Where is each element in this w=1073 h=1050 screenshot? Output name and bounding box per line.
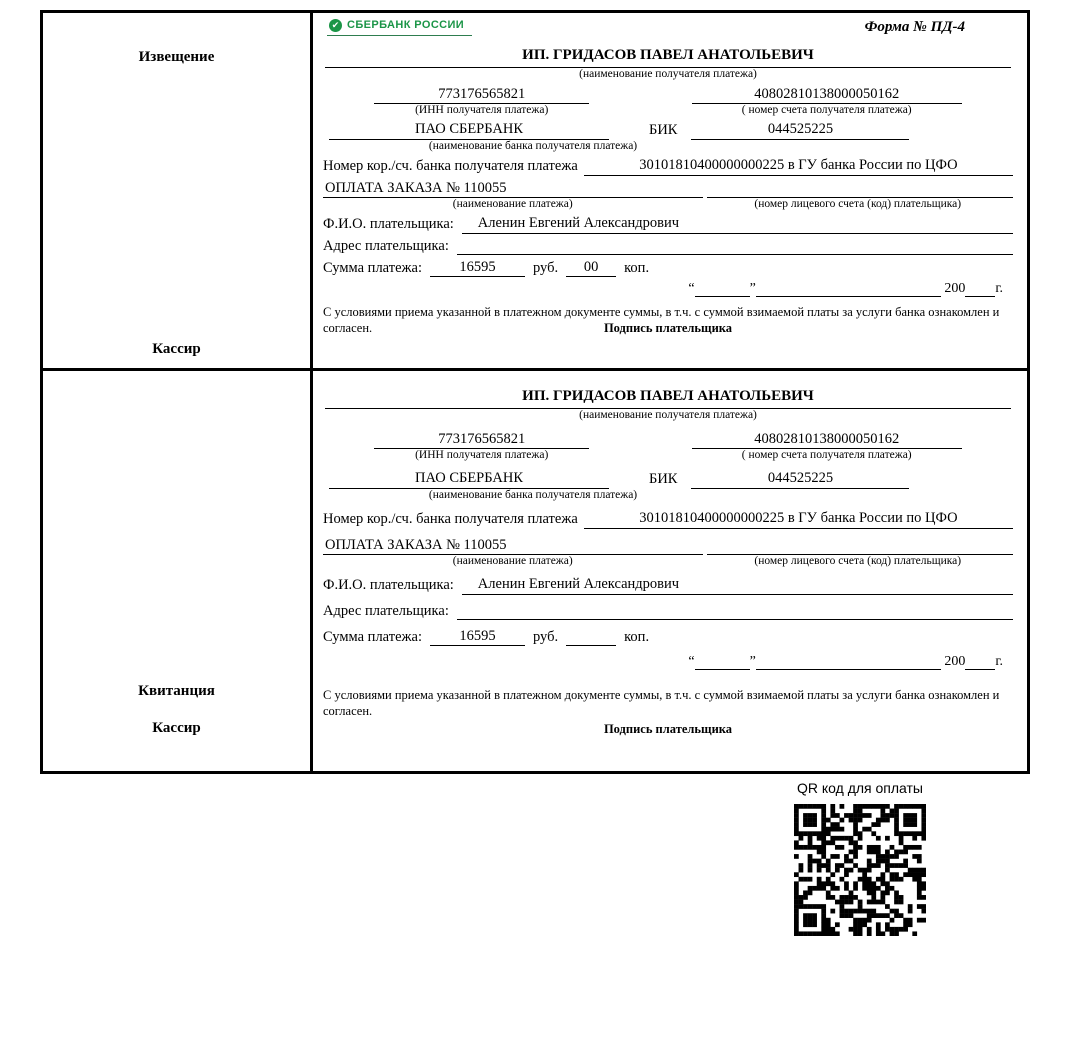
bank-caption: (наименование банка получателя платежа)	[428, 488, 638, 501]
address-label: Адрес плательщика:	[323, 237, 449, 254]
receipt-section	[43, 371, 1027, 771]
address-blank	[457, 603, 1013, 620]
inn-value: 773176565821	[374, 430, 589, 449]
date-month-blank	[756, 653, 941, 670]
recipient-name: ИП. ГРИДАСОВ ПАВЕЛ АНАТОЛЬЕВИЧ	[325, 387, 1011, 409]
kop-label: коп.	[624, 259, 650, 276]
payer-label: Ф.И.О. плательщика:	[323, 577, 454, 594]
inn-account-captions	[323, 104, 1013, 118]
amount-row	[323, 258, 1013, 277]
personal-account-blank	[707, 538, 1014, 555]
amount-kop-value: 00	[566, 258, 616, 277]
corr-label: Номер кор./сч. банка получателя платежа	[323, 158, 578, 175]
inn-account-captions	[323, 449, 1013, 463]
purpose-row	[323, 179, 1013, 198]
corr-value: 30101810400000000225 в ГУ банка России по ЦФО	[584, 509, 1013, 528]
address-label: Адрес плательщика:	[323, 602, 449, 619]
corr-account-row	[323, 509, 1013, 528]
notice-header	[323, 18, 1013, 46]
notice-cashier-label: Кассир	[152, 341, 201, 357]
amount-label: Сумма платежа:	[323, 628, 422, 645]
address-row	[323, 602, 1013, 620]
amount-row	[323, 627, 1013, 646]
corr-label: Номер кор./сч. банка получателя платежа	[323, 511, 578, 528]
bik-value: 044525225	[691, 469, 909, 488]
date-day-blank	[695, 280, 750, 297]
receipt-stub	[43, 371, 313, 771]
bik-value: 044525225	[691, 120, 909, 139]
purpose-caption: (наименование платежа)	[452, 197, 573, 210]
payer-name: Аленин Евгений Александрович	[462, 214, 1013, 233]
amount-rub-value: 16595	[430, 627, 525, 646]
notice-section	[43, 13, 1027, 371]
date-year-suffix: г.	[995, 280, 1003, 296]
date-day-blank	[695, 653, 750, 670]
purpose-caption: (наименование платежа)	[452, 554, 573, 567]
sberbank-logo-text: СБЕРБАНК РОССИИ	[347, 19, 465, 31]
inn-value: 773176565821	[374, 85, 589, 104]
receipt-cashier-label: Кассир	[152, 720, 201, 736]
terms-text: С условиями приема указанной в платежном документе суммы, в т.ч. с суммой взимаемой платы за услуги банка ознакомлен и согласен.	[323, 305, 1000, 335]
bik-label: БИК	[649, 122, 678, 139]
terms-text: С условиями приема указанной в платежном документе суммы, в т.ч. с суммой взимаемой платы за услуги банка ознакомлен и согласен.	[323, 688, 1000, 718]
date-close-quote: ”	[749, 653, 756, 669]
inn-caption: (ИНН получателя платежа)	[415, 103, 549, 116]
amount-kop-value	[566, 629, 616, 646]
notice-stub	[43, 13, 313, 368]
payer-signature-label: Подпись плательщика	[603, 721, 733, 736]
purpose-captions	[323, 555, 1013, 569]
bik-label: БИК	[649, 471, 678, 488]
date-open-quote: “	[688, 280, 695, 296]
notice-form-body	[313, 13, 1027, 368]
account-caption: ( номер счета получателя платежа)	[741, 448, 912, 461]
bank-row	[323, 469, 1013, 488]
address-row	[323, 237, 1013, 255]
notice-stub-label: Извещение	[138, 49, 215, 65]
recipient-name: ИП. ГРИДАСОВ ПАВЕЛ АНАТОЛЬЕВИЧ	[325, 46, 1011, 68]
personal-account-caption: (номер лицевого счета (код) плательщика)	[754, 197, 962, 210]
date-year-prefix: 200	[944, 653, 966, 669]
address-blank	[457, 238, 1013, 255]
recipient-caption: (наименование получателя платежа)	[579, 408, 757, 421]
payer-signature-label: Подпись плательщика	[603, 320, 733, 335]
receipt-form-body	[313, 371, 1027, 771]
corr-value: 30101810400000000225 в ГУ банка России по ЦФО	[584, 156, 1013, 175]
purpose-captions	[323, 198, 1013, 212]
bank-name: ПАО СБЕРБАНК	[329, 120, 609, 139]
date-close-quote: ”	[749, 280, 756, 296]
account-caption: ( номер счета получателя платежа)	[741, 103, 912, 116]
payer-row	[323, 214, 1013, 233]
payment-purpose: ОПЛАТА ЗАКАЗА № 110055	[323, 536, 703, 555]
date-year-suffix: г.	[995, 653, 1003, 669]
pd4-form	[40, 10, 1030, 774]
date-year-prefix: 200	[944, 280, 966, 296]
form-number: Форма № ПД-4	[864, 19, 965, 35]
date-open-quote: “	[688, 653, 695, 669]
date-row	[323, 653, 1003, 671]
amount-label: Сумма платежа:	[323, 259, 422, 276]
purpose-row	[323, 536, 1013, 555]
qr-code	[794, 804, 926, 936]
inn-account-row	[323, 85, 1013, 104]
sberbank-logo-icon: ✔	[329, 19, 342, 32]
account-value: 40802810138000050162	[692, 430, 962, 449]
payment-purpose: ОПЛАТА ЗАКАЗА № 110055	[323, 179, 703, 198]
inn-caption: (ИНН получателя платежа)	[415, 448, 549, 461]
date-year-blank	[965, 653, 995, 670]
date-month-blank	[756, 280, 941, 297]
bank-caption: (наименование банка получателя платежа)	[428, 139, 638, 152]
rub-label: руб.	[533, 259, 559, 276]
kop-label: коп.	[624, 628, 650, 645]
date-row	[323, 280, 1003, 298]
bank-row	[323, 120, 1013, 139]
payer-name: Аленин Евгений Александрович	[462, 575, 1013, 594]
inn-account-row	[323, 430, 1013, 449]
recipient-caption: (наименование получателя платежа)	[579, 67, 757, 80]
date-year-blank	[965, 280, 995, 297]
payer-label: Ф.И.О. плательщика:	[323, 216, 454, 233]
personal-account-blank	[707, 181, 1014, 198]
receipt-stub-label: Квитанция	[138, 683, 215, 699]
sberbank-logo	[327, 18, 472, 36]
qr-label: QR код для оплаты	[796, 780, 923, 796]
account-value: 40802810138000050162	[692, 85, 962, 104]
corr-account-row	[323, 156, 1013, 175]
qr-payment-block	[770, 780, 950, 941]
rub-label: руб.	[533, 628, 559, 645]
amount-rub-value: 16595	[430, 258, 525, 277]
bank-name: ПАО СБЕРБАНК	[329, 469, 609, 488]
personal-account-caption: (номер лицевого счета (код) плательщика)	[754, 554, 962, 567]
payer-row	[323, 575, 1013, 594]
